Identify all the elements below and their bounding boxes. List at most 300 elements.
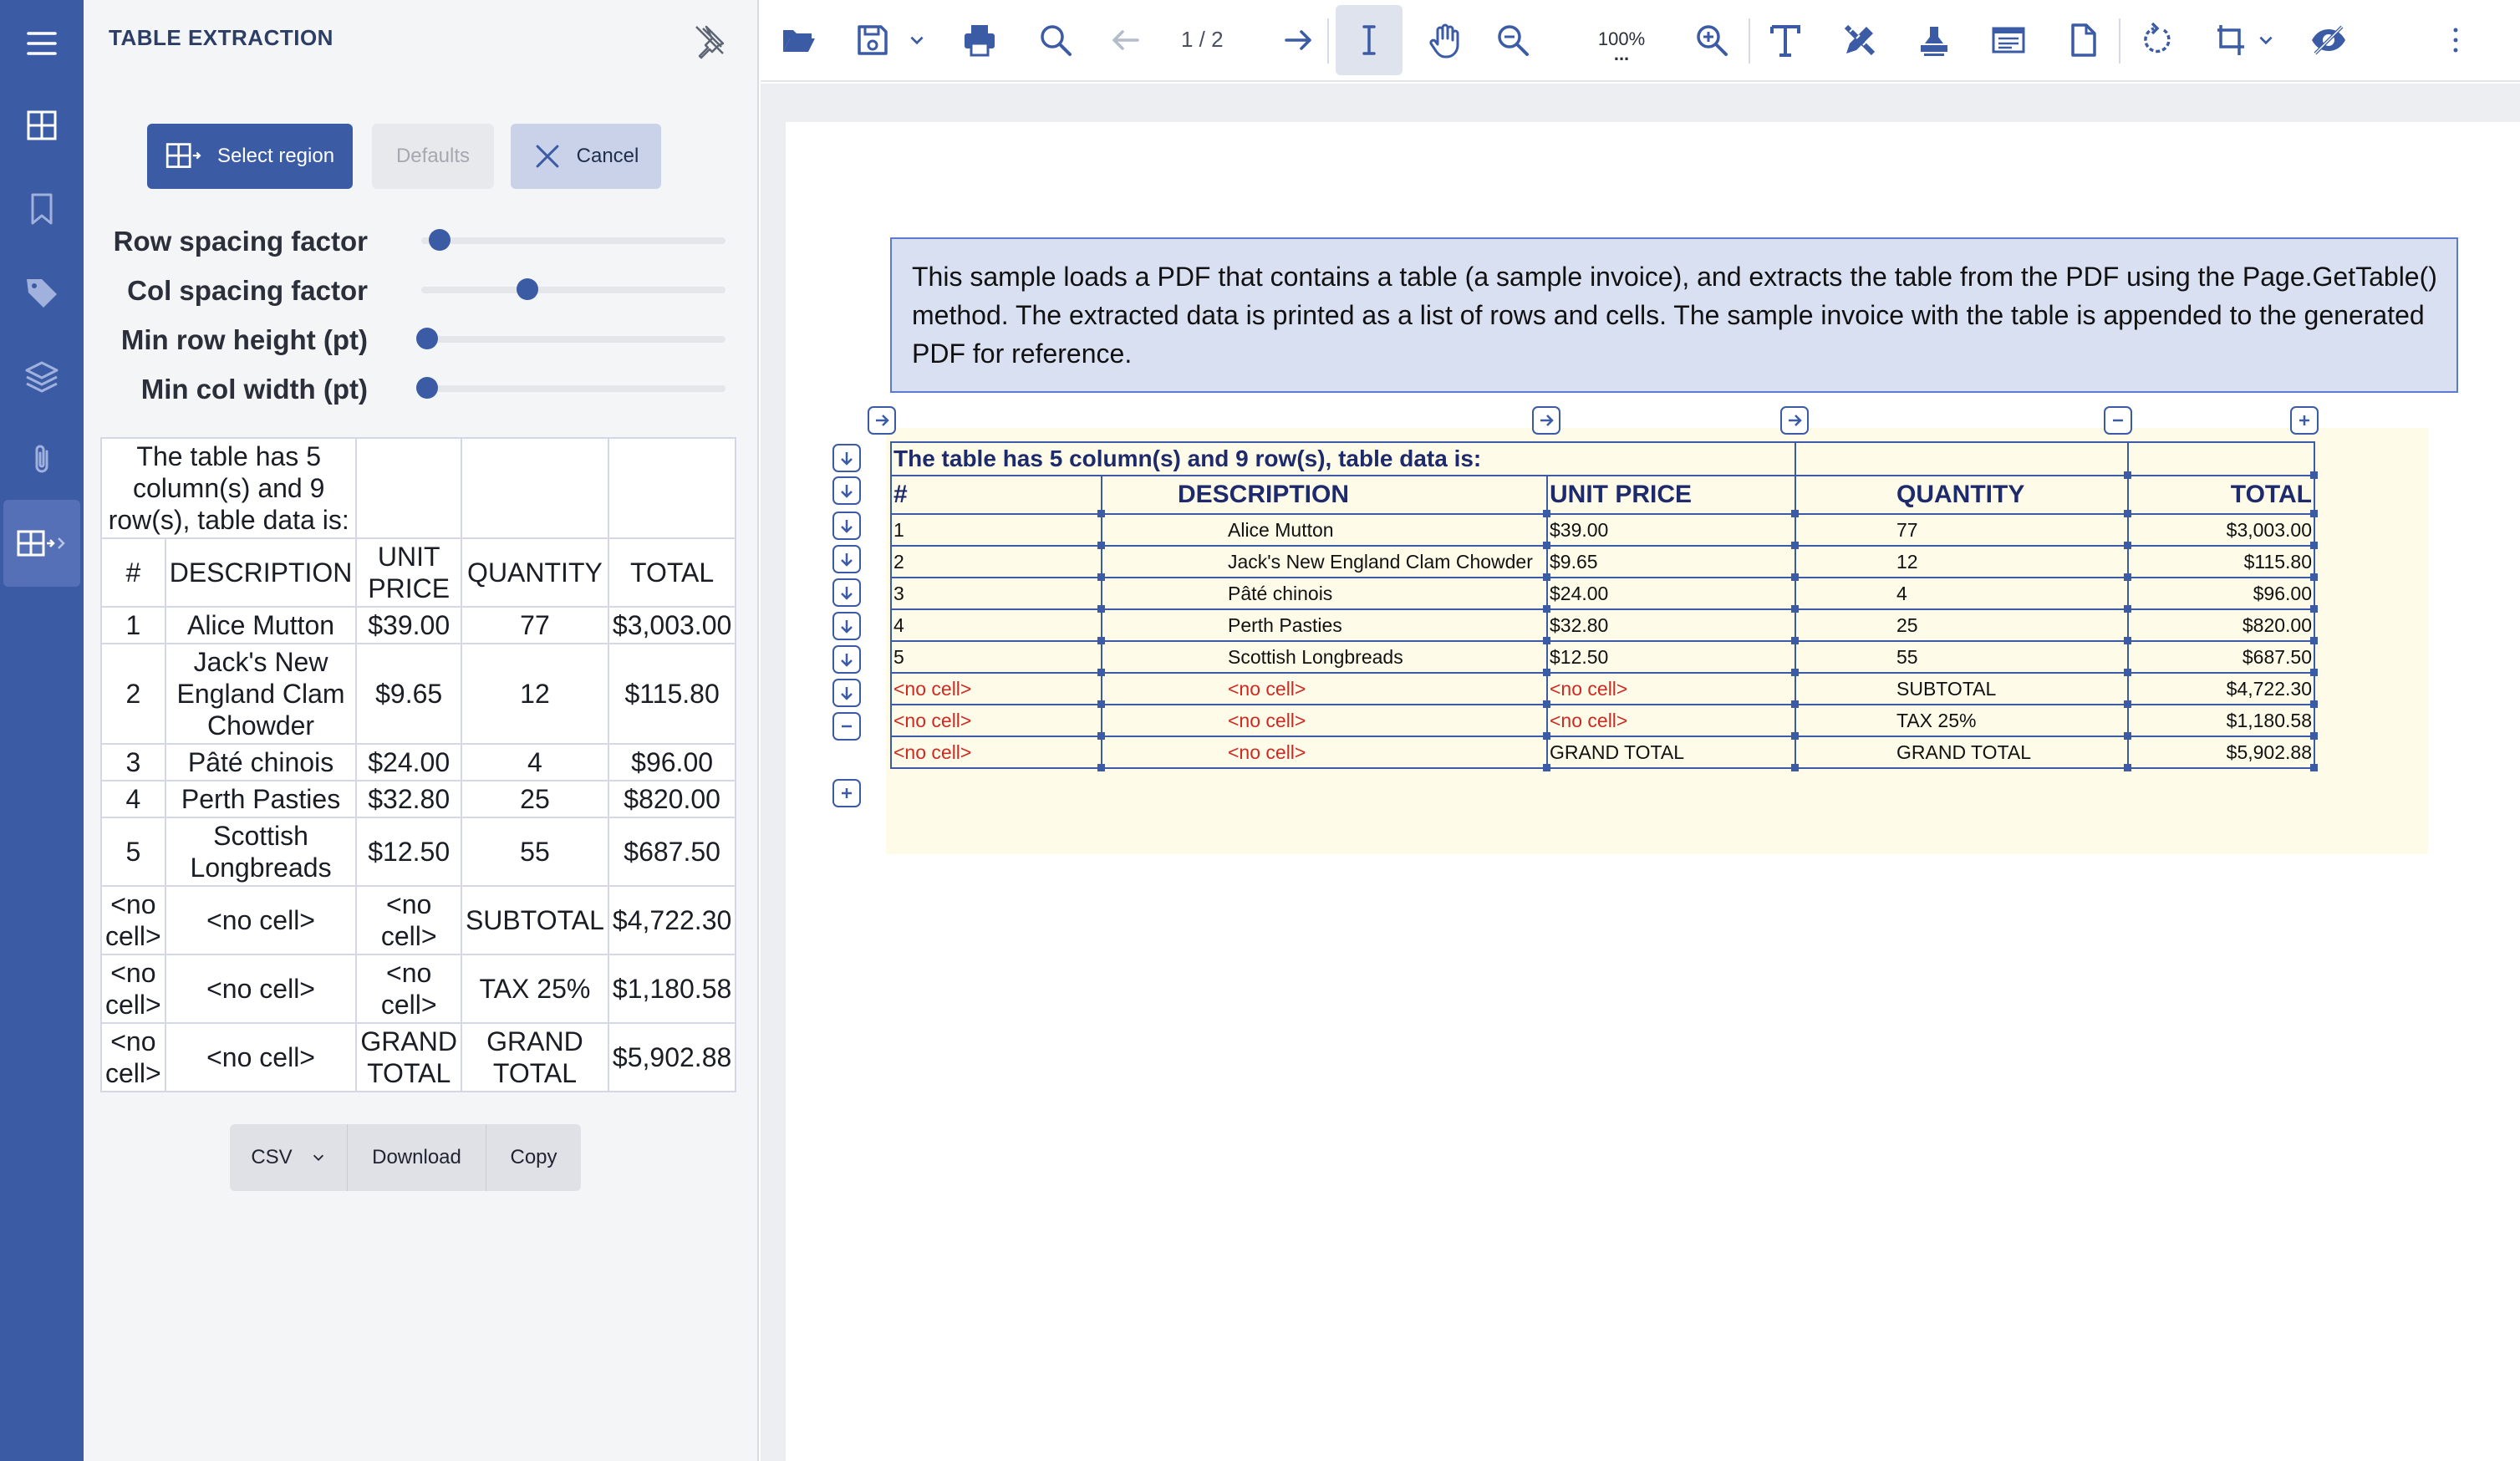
min-col-width-label: Min col width (pt) [140, 374, 368, 405]
arrow-down-icon [837, 550, 856, 568]
pdf-cell [1795, 673, 2128, 705]
table-cell: $820.00 [608, 781, 736, 817]
pdf-cell-text: $5,902.88 [2226, 741, 2312, 763]
table-cell: $96.00 [608, 744, 736, 781]
bookmark-icon [22, 189, 62, 229]
pdf-cell [1795, 609, 2128, 641]
pdf-cell [1547, 641, 1795, 673]
table-row [101, 744, 736, 781]
table-row [101, 954, 736, 1023]
table-cell: 1 [101, 607, 165, 644]
pdf-header-cell [891, 476, 1102, 514]
pdf-cell [891, 673, 1102, 705]
redact-button[interactable] [2207, 15, 2258, 65]
arrow-right-icon [873, 411, 891, 430]
table-row [101, 1023, 736, 1092]
pdf-header-cell [1547, 476, 1795, 514]
pdf-cell-text: Pâté chinois [1228, 582, 1333, 604]
arrow-down-icon [837, 481, 856, 500]
empty-cell [461, 438, 608, 538]
min-row-height-label: Min row height (pt) [120, 324, 368, 355]
chevron-down-icon [908, 31, 926, 49]
pdf-cell [1547, 609, 1795, 641]
header-cell: UNIT PRICE [356, 538, 461, 607]
table-cell: 5 [101, 817, 165, 886]
download-label: Download [372, 1146, 461, 1168]
toolbar-separator [2119, 18, 2120, 64]
next-page-button[interactable] [1273, 15, 1323, 65]
table-cell: $9.65 [356, 644, 461, 744]
table-caption: The table has 5 column(s) and 9 row(s), table data is: [101, 438, 356, 538]
printer-icon [961, 22, 998, 59]
table-cell: $687.50 [608, 817, 736, 886]
pdf-cell-text: <no cell> [1550, 709, 1628, 731]
pdf-table-row [891, 546, 2314, 578]
zoom-in-button[interactable] [1687, 15, 1737, 65]
pdf-cell [1795, 514, 2128, 546]
pdf-cell-text: $687.50 [2242, 645, 2312, 668]
export-action-bar [230, 1124, 581, 1191]
pdf-cell-text: $9.65 [1550, 550, 1598, 573]
page-indicator[interactable]: 1 / 2 [1181, 27, 1224, 52]
zoom-value: 100% [1597, 28, 1646, 49]
table-caption-row [101, 438, 736, 538]
more-options-button[interactable] [2431, 15, 2481, 65]
table-cell: 3 [101, 744, 165, 781]
table-cell: Jack's New England Clam Chowder [165, 644, 357, 744]
pdf-cell [2128, 514, 2314, 546]
pdf-cell [2128, 578, 2314, 609]
pdf-cell [2128, 546, 2314, 578]
pdf-cell [2128, 673, 2314, 705]
table-cell: Pâté chinois [165, 744, 357, 781]
pdf-header-cell [2128, 476, 2314, 514]
header-cell: QUANTITY [461, 538, 608, 607]
pdf-cell [891, 736, 1102, 768]
close-icon [533, 142, 562, 171]
pdf-table-row [891, 673, 2314, 705]
save-icon [854, 22, 891, 59]
table-cell: GRAND TOTAL [461, 1023, 608, 1092]
min-row-height-thumb[interactable] [416, 328, 438, 349]
arrow-right-icon [1280, 22, 1316, 59]
zoom-out-button[interactable] [1488, 15, 1538, 65]
pdf-cell [1102, 641, 1547, 673]
table-cell: 77 [461, 607, 608, 644]
column-remove-button[interactable] [2104, 406, 2132, 435]
pencil-ruler-icon [1841, 22, 1878, 59]
minus-icon [837, 717, 856, 736]
column-add-button[interactable] [2290, 406, 2319, 435]
pdf-header-text: TOTAL [2230, 481, 2312, 508]
table-cell: $5,902.88 [608, 1023, 736, 1092]
row-split-button[interactable] [832, 578, 861, 607]
arrow-down-icon [837, 684, 856, 702]
pdf-header-cell [1102, 476, 1547, 514]
row-spacing-track[interactable] [421, 237, 725, 244]
arrow-down-icon [837, 650, 856, 669]
save-options-dropdown[interactable] [904, 15, 929, 65]
search-icon [1037, 22, 1074, 59]
left-icon-rail [0, 0, 84, 1461]
description-box [890, 237, 2458, 393]
zoom-more: ... [1613, 43, 1630, 64]
pdf-cell-text: 12 [1896, 550, 1918, 573]
pdf-cell [2128, 641, 2314, 673]
pdf-cell-text: 25 [1896, 613, 1918, 636]
pdf-cell [1547, 546, 1795, 578]
pdf-header-text: QUANTITY [1896, 481, 2025, 508]
tag-icon [22, 272, 62, 313]
min-col-width-slider-row [84, 367, 759, 409]
table-cell: SUBTOTAL [461, 886, 608, 954]
table-extraction-button[interactable] [3, 500, 80, 587]
table-extract-icon [15, 523, 69, 563]
row-remove-button[interactable] [832, 712, 861, 741]
pdf-cell-text: $39.00 [1550, 518, 1609, 541]
pdf-cell-text: $4,722.30 [2226, 677, 2312, 700]
pdf-cell [891, 578, 1102, 609]
arrow-right-icon [1785, 411, 1804, 430]
column-split-button[interactable] [868, 406, 896, 435]
table-cell: $39.00 [356, 607, 461, 644]
pdf-cell [1102, 514, 1547, 546]
table-cell: $12.50 [356, 817, 461, 886]
pdf-cell [1547, 705, 1795, 736]
row-split-button[interactable] [832, 545, 861, 573]
toolbar-separator [1749, 18, 1750, 64]
row-split-button[interactable] [832, 645, 861, 674]
format-dropdown[interactable] [230, 1124, 347, 1191]
previous-page-button[interactable] [1101, 15, 1151, 65]
crop-icon [2214, 22, 2251, 59]
table-cell: <no cell> [356, 886, 461, 954]
table-header-row [101, 538, 736, 607]
row-split-button[interactable] [832, 512, 861, 540]
pdf-cell-text: GRAND TOTAL [1550, 741, 1685, 763]
pdf-cell-text: SUBTOTAL [1896, 677, 1997, 700]
table-cell: <no cell> [165, 1023, 357, 1092]
cancel-button[interactable] [511, 124, 661, 189]
extracted-table-preview [100, 437, 736, 1092]
table-cell: $4,722.30 [608, 886, 736, 954]
pdf-cell-text: <no cell> [1228, 709, 1306, 731]
hide-annotations-button[interactable] [2304, 15, 2354, 65]
pdf-cell-text: $12.50 [1550, 645, 1609, 668]
pdf-table-row [891, 705, 2314, 736]
row-split-button[interactable] [832, 444, 861, 472]
arrow-down-icon [837, 449, 856, 467]
arrow-left-icon [1107, 22, 1144, 59]
pdf-cell [1547, 578, 1795, 609]
rotate-button[interactable] [2132, 15, 2182, 65]
pdf-cell-text: <no cell> [1228, 677, 1306, 700]
defaults-button[interactable] [372, 124, 494, 189]
table-cell: Alice Mutton [165, 607, 357, 644]
pdf-cell [2128, 705, 2314, 736]
table-cell: Perth Pasties [165, 781, 357, 817]
header-cell: DESCRIPTION [165, 538, 357, 607]
table-cell: $3,003.00 [608, 607, 736, 644]
minus-icon [2109, 411, 2127, 430]
col-spacing-track[interactable] [421, 287, 725, 293]
arrow-down-icon [837, 517, 856, 535]
pdf-cell-text: $24.00 [1550, 582, 1609, 604]
menu-button[interactable] [0, 0, 84, 87]
pdf-cell-text: Perth Pasties [1228, 613, 1342, 636]
table-cell: 12 [461, 644, 608, 744]
pdf-cell-text: <no cell> [893, 741, 972, 763]
table-row [101, 644, 736, 744]
select-region-button[interactable] [147, 124, 353, 189]
pdf-table-title [891, 442, 1795, 476]
pdf-cell [1795, 641, 2128, 673]
tags-button[interactable] [0, 249, 84, 336]
pdf-cell-text: 77 [1896, 518, 1918, 541]
zoom-out-icon [1494, 22, 1531, 59]
print-button[interactable] [955, 15, 1005, 65]
hamburger-menu-icon [22, 23, 62, 64]
row-split-button[interactable] [832, 612, 861, 640]
pdf-cell [1102, 578, 1547, 609]
chevron-down-icon [2257, 31, 2275, 49]
table-cell: $1,180.58 [608, 954, 736, 1023]
table-cell: 55 [461, 817, 608, 886]
pdf-cell-text: <no cell> [1228, 741, 1306, 763]
copy-label: Copy [510, 1146, 557, 1168]
column-split-button[interactable] [1532, 406, 1560, 435]
pdf-cell [891, 514, 1102, 546]
pdf-cell [1102, 736, 1547, 768]
copy-button[interactable] [486, 1124, 581, 1191]
attachments-button[interactable] [0, 416, 84, 503]
table-cell: GRAND TOTAL [356, 1023, 461, 1092]
pdf-table-row [891, 641, 2314, 673]
table-row [101, 886, 736, 954]
pdf-cell-text: Jack's New England Clam Chowder [1228, 550, 1533, 573]
stamp-tool[interactable] [1909, 15, 1959, 65]
column-split-button[interactable] [1780, 406, 1809, 435]
empty-cell [356, 438, 461, 538]
pdf-cell-text: GRAND TOTAL [1896, 741, 2032, 763]
row-spacing-label: Row spacing factor [113, 226, 368, 257]
pan-tool[interactable] [1419, 15, 1469, 65]
pdf-cell-text: $115.80 [2243, 550, 2312, 573]
select-region-icon [165, 141, 202, 171]
pdf-cell-text: 3 [893, 582, 904, 604]
pdf-table-title-text: The table has 5 column(s) and 9 row(s), table data is: [893, 445, 1482, 471]
pdf-cell-text: $820.00 [2242, 613, 2312, 636]
empty-cell [608, 438, 736, 538]
toolbar-separator [1327, 18, 1329, 64]
pdf-cell [2128, 609, 2314, 641]
pdf-cell-text: <no cell> [893, 677, 972, 700]
cancel-label: Cancel [576, 145, 639, 167]
pdf-cell [2128, 736, 2314, 768]
layers-button[interactable] [0, 333, 84, 420]
pdf-detected-table[interactable] [890, 441, 2315, 769]
min-col-width-thumb[interactable] [416, 377, 438, 399]
text-t-icon [1767, 22, 1804, 59]
table-cell: <no cell> [356, 954, 461, 1023]
main-toolbar [761, 0, 2520, 82]
select-region-label: Select region [216, 145, 335, 167]
hand-icon [1426, 22, 1463, 59]
table-cell: TAX 25% [461, 954, 608, 1023]
format-value: CSV [251, 1146, 293, 1168]
pdf-table-title-row [891, 442, 2314, 476]
pdf-table-row [891, 736, 2314, 768]
pdf-cell-text: <no cell> [1550, 677, 1628, 700]
row-spacing-thumb[interactable] [429, 229, 451, 251]
eye-off-icon [2310, 22, 2347, 59]
row-add-button[interactable] [832, 779, 861, 807]
pdf-cell [1795, 546, 2128, 578]
pdf-cell-text: <no cell> [893, 709, 972, 731]
page-tool[interactable] [2058, 15, 2108, 65]
stamp-icon [1916, 22, 1952, 59]
pdf-cell [1102, 546, 1547, 578]
paperclip-icon [22, 440, 62, 480]
pdf-cell [891, 546, 1102, 578]
table-cell: 2 [101, 644, 165, 744]
redact-options-dropdown[interactable] [2253, 15, 2278, 65]
pdf-cell [1102, 673, 1547, 705]
bookmarks-button[interactable] [0, 165, 84, 252]
pdf-cell [1102, 705, 1547, 736]
table-cell: 25 [461, 781, 608, 817]
table-cell: <no cell> [165, 954, 357, 1023]
pdf-cell [891, 705, 1102, 736]
arrow-right-icon [1537, 411, 1555, 430]
plus-icon [2295, 411, 2314, 430]
pdf-table-row [891, 609, 2314, 641]
more-vertical-icon [2437, 22, 2474, 59]
row-spacing-slider-row [84, 219, 759, 261]
pdf-cell [1547, 673, 1795, 705]
pdf-cell [1795, 578, 2128, 609]
form-field-icon [1990, 22, 2027, 59]
table-cell: <no cell> [101, 954, 165, 1023]
layers-icon [22, 356, 62, 396]
pdf-cell-text: 1 [893, 518, 904, 541]
min-col-width-track[interactable] [421, 385, 725, 392]
pdf-cell-text: $1,180.58 [2226, 709, 2312, 731]
folder-open-icon [780, 22, 817, 59]
pdf-cell-text: $3,003.00 [2226, 518, 2312, 541]
col-spacing-label: Col spacing factor [127, 275, 368, 306]
resize-handle[interactable] [2310, 764, 2318, 771]
unpin-icon[interactable] [690, 20, 730, 60]
text-cursor-icon [1351, 22, 1387, 59]
pdf-header-text: DESCRIPTION [1178, 481, 1350, 508]
col-spacing-slider-row [84, 268, 759, 310]
pdf-cell [891, 641, 1102, 673]
min-row-height-track[interactable] [421, 336, 725, 343]
save-button[interactable] [848, 15, 898, 65]
pdf-cell [891, 609, 1102, 641]
pdf-header-text: UNIT PRICE [1550, 481, 1693, 508]
draw-tool[interactable] [1835, 15, 1885, 65]
table-cell: <no cell> [165, 886, 357, 954]
arrow-down-icon [837, 583, 856, 602]
pdf-header-cell [1795, 476, 2128, 514]
pdf-cell-text: 4 [893, 613, 904, 636]
row-split-button[interactable] [832, 679, 861, 707]
pdf-cell-text: Scottish Longbreads [1228, 645, 1403, 668]
table-row [101, 817, 736, 886]
pdf-cell-text: TAX 25% [1896, 709, 1977, 731]
defaults-label: Defaults [395, 145, 471, 167]
pdf-cell-text: Alice Mutton [1228, 518, 1334, 541]
pdf-cell [1795, 736, 2128, 768]
pdf-cell [1795, 442, 2128, 476]
table-cell: $32.80 [356, 781, 461, 817]
arrow-down-icon [837, 617, 856, 635]
pdf-cell-text: 5 [893, 645, 904, 668]
table-cell: <no cell> [101, 886, 165, 954]
pdf-header-text: # [893, 481, 908, 508]
header-cell: # [101, 538, 165, 607]
pdf-cell-text: 2 [893, 550, 904, 573]
document-viewer[interactable] [761, 84, 2520, 1461]
table-cell: $115.80 [608, 644, 736, 744]
zoom-level[interactable] [1588, 28, 1655, 64]
pdf-cell-text: 55 [1896, 645, 1918, 668]
zoom-in-icon [1693, 22, 1730, 59]
table-cell: Scottish Longbreads [165, 817, 357, 886]
chevron-down-icon [311, 1150, 326, 1165]
pdf-cell [1102, 609, 1547, 641]
rotate-icon [2139, 22, 2176, 59]
description-text: This sample loads a PDF that contains a table (a sample invoice), and extracts the table from the PDF using the Page.GetTable() method. The extracted data is printed as a list of rows and cells. The sample invoice with the table is appended to the generated PDF for reference. [912, 262, 2437, 369]
table-cell: 4 [461, 744, 608, 781]
form-field-tool[interactable] [1983, 15, 2034, 65]
plus-icon [837, 784, 856, 802]
table-cell: $24.00 [356, 744, 461, 781]
pdf-cell [1795, 705, 2128, 736]
pdf-cell [2128, 442, 2314, 476]
pdf-page [786, 122, 2520, 1461]
row-split-button[interactable] [832, 476, 861, 505]
table-cell: 4 [101, 781, 165, 817]
grid-icon [22, 105, 62, 145]
pdf-cell-text: 4 [1896, 582, 1907, 604]
open-button[interactable] [773, 15, 823, 65]
table-cell: <no cell> [101, 1023, 165, 1092]
text-select-tool[interactable] [1336, 5, 1403, 75]
download-button[interactable] [347, 1124, 486, 1191]
pdf-table-row [891, 514, 2314, 546]
panel-title: TABLE EXTRACTION [109, 25, 333, 50]
thumbnails-button[interactable] [0, 82, 84, 169]
pdf-cell [1547, 514, 1795, 546]
pdf-table-row [891, 578, 2314, 609]
pdf-header-row [891, 476, 2314, 514]
table-extraction-panel [84, 0, 759, 1461]
pdf-cell-text: $96.00 [2253, 582, 2312, 604]
col-spacing-thumb[interactable] [517, 278, 538, 300]
header-cell: TOTAL [608, 538, 736, 607]
table-row [101, 607, 736, 644]
table-row [101, 781, 736, 817]
search-button[interactable] [1031, 15, 1081, 65]
pdf-cell [1547, 736, 1795, 768]
min-row-height-slider-row [84, 318, 759, 359]
document-icon [2064, 22, 2101, 59]
pdf-cell-text: $32.80 [1550, 613, 1609, 636]
add-text-tool[interactable] [1760, 15, 1810, 65]
